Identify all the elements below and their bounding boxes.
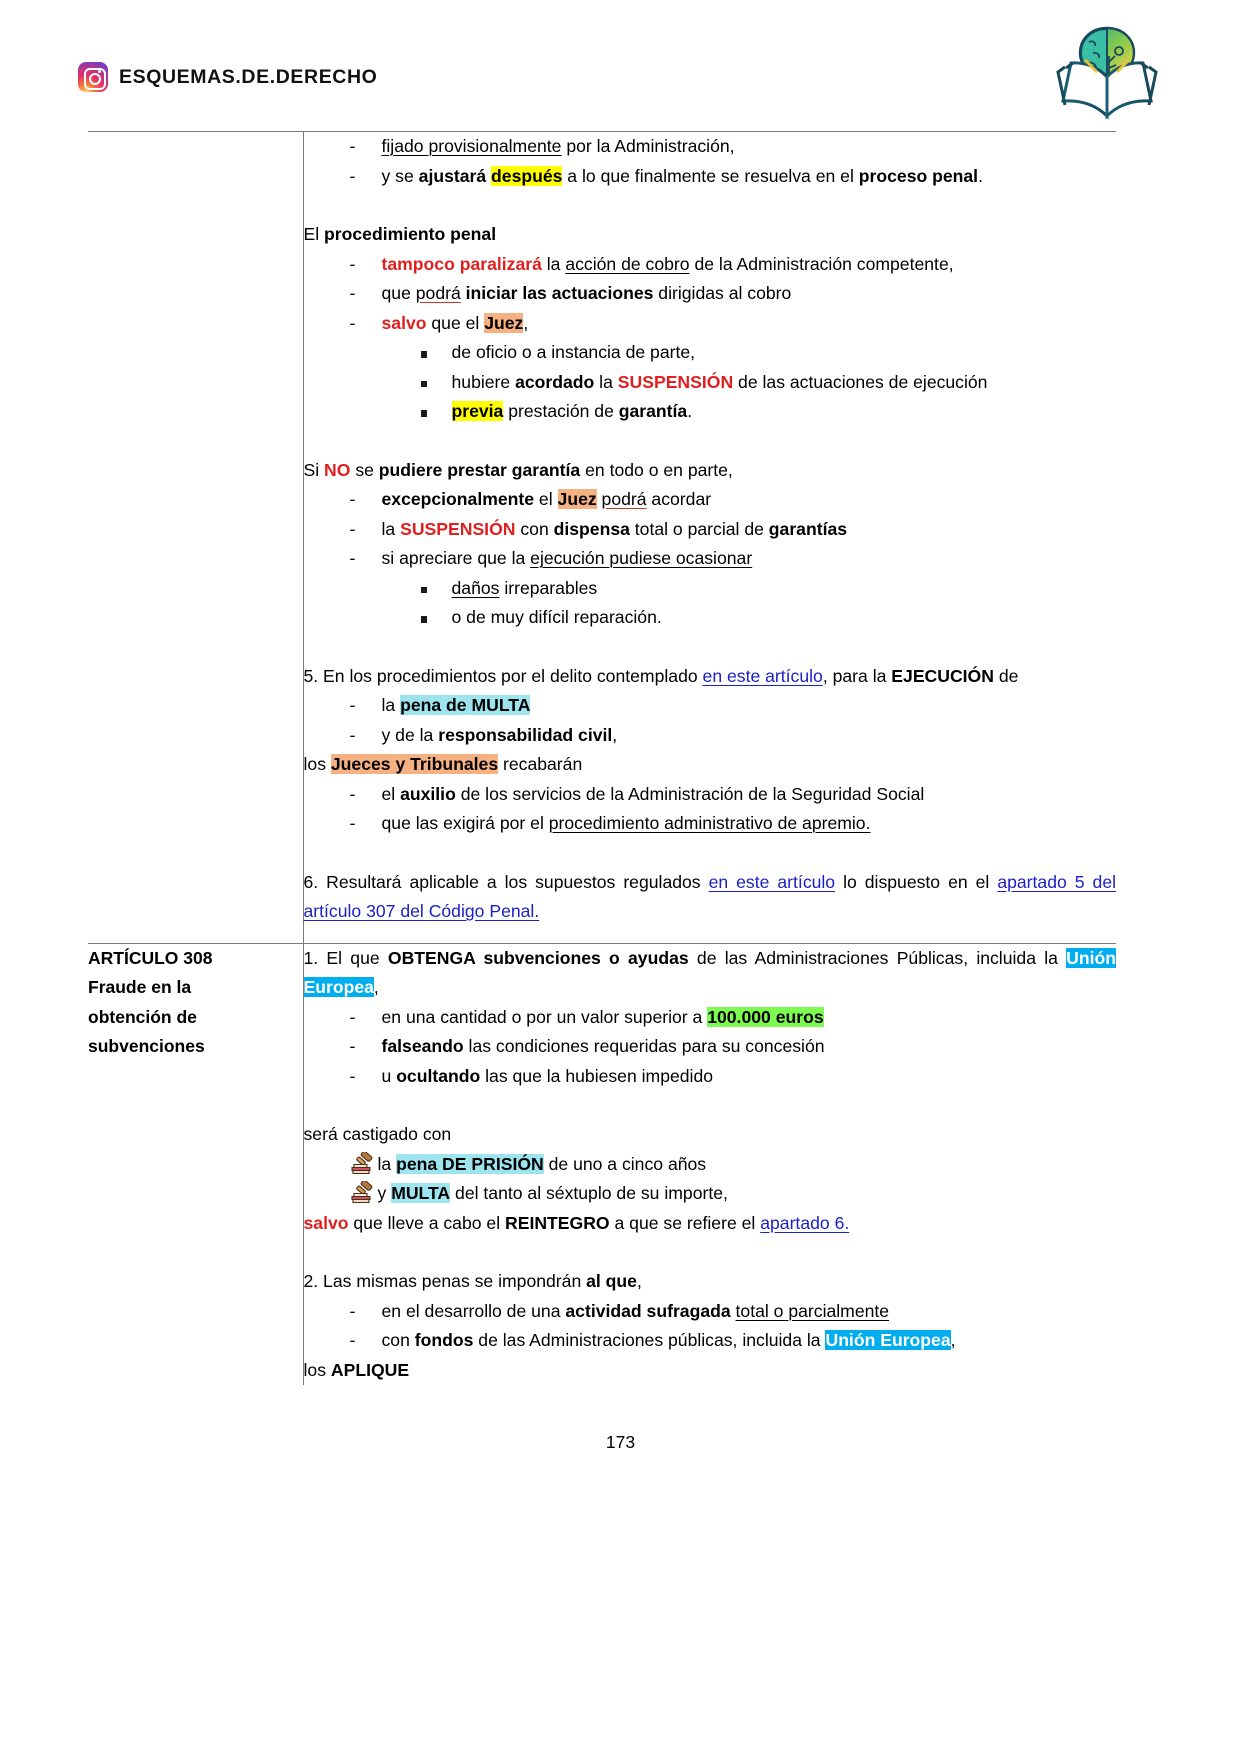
rich-text: y MULTA del tanto al séxtuplo de su importe,	[377, 1183, 728, 1203]
rich-text: con fondos de las Administraciones públicas, incluida la Unión Europea,	[381, 1330, 956, 1350]
row-body-cell	[303, 132, 1116, 944]
gavel-line-prision	[304, 1150, 1117, 1180]
list-item	[304, 515, 1117, 545]
heading-jueces-tribunales	[304, 750, 1117, 780]
list-item	[304, 1003, 1117, 1033]
rich-text: tampoco paralizará la acción de cobro de la Administración competente,	[381, 253, 954, 274]
list-item	[304, 780, 1117, 810]
list-item	[304, 250, 1117, 280]
gavel-icon	[350, 1152, 376, 1174]
spacer	[304, 927, 1117, 943]
rich-text: El procedimiento penal	[303, 224, 497, 244]
list-item	[304, 485, 1117, 515]
brand	[78, 62, 377, 92]
rich-text: el auxilio de los servicios de la Administración de la Seguridad Social	[381, 783, 925, 804]
article-308-body-cell	[303, 943, 1116, 1385]
rich-text: la pena DE PRISIÓN de uno a cinco años	[377, 1153, 707, 1174]
list-item	[304, 397, 1117, 427]
brain-lightbulb-book-logo	[1051, 20, 1163, 124]
rich-text: los APLIQUE	[303, 1359, 410, 1380]
rich-text: la SUSPENSIÓN con dispensa total o parcial de garantías	[381, 518, 848, 539]
heading-salvo-reintegro	[304, 1209, 1117, 1239]
rich-text: daños irreparables	[451, 577, 598, 598]
list-item	[304, 603, 1117, 633]
sub-bullet-list-c	[304, 574, 1117, 633]
heading-si-no-garantia	[304, 456, 1117, 486]
rich-text: salvo que el Juez,	[381, 312, 529, 333]
spacer	[304, 633, 1117, 662]
rich-text: la pena de MULTA	[381, 695, 531, 715]
bullet-list-f	[304, 1003, 1117, 1092]
rich-text: excepcionalmente el Juez podrá acordar	[381, 489, 712, 509]
rich-text: 5. En los procedimientos por el delito contemplado en este artículo, para la EJECUCIÓN de	[303, 665, 1019, 686]
spacer	[304, 1238, 1117, 1267]
list-item	[304, 279, 1117, 309]
spacer	[304, 191, 1117, 220]
bullet-list-c	[304, 485, 1117, 574]
article-number: ARTÍCULO 308	[88, 947, 213, 968]
article-title-line-3: subvenciones	[88, 1036, 205, 1056]
spacer	[304, 839, 1117, 868]
bullet-list-a	[304, 132, 1117, 191]
gavel-icon	[350, 1181, 376, 1203]
list-item	[304, 1297, 1117, 1327]
rich-text: de oficio o a instancia de parte,	[451, 342, 696, 362]
row-label-cell	[88, 132, 303, 944]
table-row	[88, 943, 1116, 1385]
rich-text: falseando las condiciones requeridas para su concesión	[381, 1036, 825, 1056]
heading-procedimiento-penal	[304, 220, 1117, 250]
gavel-line-multa	[304, 1179, 1117, 1209]
sub-bullet-list-b	[304, 338, 1117, 427]
article-table	[88, 131, 1116, 1385]
list-item	[304, 309, 1117, 339]
list-item	[304, 338, 1117, 368]
page-header	[0, 0, 1241, 128]
rich-text: los Jueces y Tribunales recabarán	[303, 754, 583, 774]
rich-text: previa prestación de garantía.	[451, 401, 693, 421]
rich-text: Si NO se pudiere prestar garantía en todo o en parte,	[303, 459, 733, 480]
list-item	[304, 691, 1117, 721]
list-item	[304, 721, 1117, 751]
paragraph-2	[304, 1267, 1117, 1297]
paragraph-1	[304, 944, 1117, 1003]
list-item	[304, 1032, 1117, 1062]
list-item	[304, 132, 1117, 162]
rich-text: y se ajustará después a lo que finalmente se resuelva en el proceso penal.	[381, 165, 983, 186]
article-308-label-cell	[88, 943, 303, 1385]
heading-los-aplique	[304, 1356, 1117, 1386]
spacer	[304, 1091, 1117, 1120]
list-item	[304, 162, 1117, 192]
rich-text: que podrá iniciar las actuaciones dirigidas al cobro	[381, 283, 792, 303]
rich-text: si apreciare que la ejecución pudiese ocasionar	[381, 548, 753, 568]
bullet-list-d	[304, 691, 1117, 750]
article-title-line-1: Fraude en la	[88, 977, 192, 997]
rich-text: o de muy difícil reparación.	[451, 607, 662, 627]
rich-text: 1. El que OBTENGA subvenciones o ayudas de las Administraciones Públicas, incluida la Unión Europea,	[303, 947, 1117, 997]
heading-sera-castigado	[304, 1120, 1117, 1150]
list-item	[304, 544, 1117, 574]
list-item	[304, 809, 1117, 839]
list-item	[304, 1062, 1117, 1092]
rich-text: en el desarrollo de una actividad sufragada total o parcialmente	[381, 1300, 890, 1321]
rich-text: u ocultando las que la hubiesen impedido	[381, 1065, 714, 1086]
instagram-icon	[78, 62, 108, 92]
bullet-list-e	[304, 780, 1117, 839]
list-item	[304, 574, 1117, 604]
spacer	[304, 427, 1117, 456]
paragraph-5	[304, 662, 1117, 692]
list-item	[304, 1326, 1117, 1356]
rich-text: 6. Resultará aplicable a los supuestos regulados en este artículo lo dispuesto en el apartado 5 del artículo 307 del Código Penal.	[303, 871, 1117, 921]
rich-text: en una cantidad o por un valor superior a 100.000 euros	[381, 1006, 824, 1027]
brand-name: ESQUEMAS.DE.DERECHO	[119, 65, 378, 88]
article-title-line-2: obtención de	[88, 1006, 197, 1027]
rich-text: fijado provisionalmente por la Administración,	[381, 136, 735, 156]
rich-text: hubiere acordado la SUSPENSIÓN de las actuaciones de ejecución	[451, 371, 988, 392]
rich-text: salvo que lleve a cabo el REINTEGRO a que se refiere el apartado 6.	[303, 1212, 850, 1233]
page-number: 173	[605, 1432, 636, 1452]
bullet-list-b	[304, 250, 1117, 339]
rich-text: que las exigirá por el procedimiento administrativo de apremio.	[381, 813, 871, 833]
paragraph-6	[304, 868, 1117, 927]
table-row	[88, 132, 1116, 944]
bullet-list-g	[304, 1297, 1117, 1356]
rich-text: 2. Las mismas penas se impondrán al que,	[303, 1271, 642, 1291]
rich-text: será castigado con	[303, 1124, 452, 1144]
rich-text: y de la responsabilidad civil,	[381, 724, 618, 745]
list-item	[304, 368, 1117, 398]
